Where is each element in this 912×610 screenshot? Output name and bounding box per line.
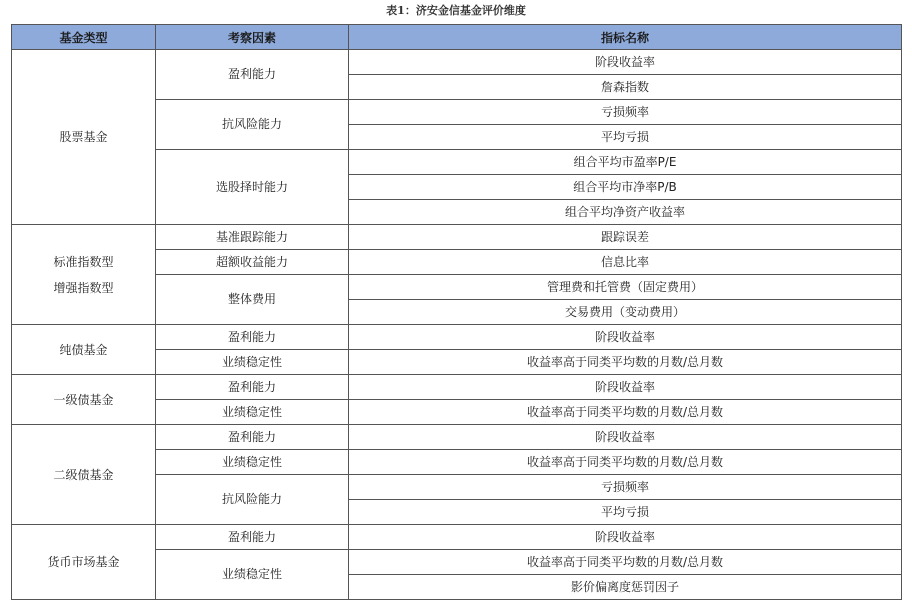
table-row [12, 375, 902, 400]
indicator-cell: 亏损频率 [349, 100, 902, 125]
table-row [12, 50, 902, 75]
factor-cell: 业绩稳定性 [156, 400, 349, 425]
factor-cell: 盈利能力 [156, 525, 349, 550]
factor-cell: 整体费用 [156, 275, 349, 325]
fund-type-label: 二级债基金 [53, 467, 114, 482]
indicator-cell: 阶段收益率 [349, 375, 902, 400]
header-factor: 考察因素 [156, 25, 349, 50]
table-row [12, 425, 902, 450]
indicator-cell: 阶段收益率 [349, 325, 902, 350]
table-caption: 表1：济安金信基金评价维度 [386, 4, 526, 17]
indicator-cell: 跟踪误差 [349, 225, 902, 250]
fund-type-cell [12, 325, 156, 375]
indicator-cell: 组合平均市净率P/B [349, 175, 902, 200]
factor-cell: 选股择时能力 [156, 150, 349, 225]
fund-type-cell [12, 375, 156, 425]
indicator-cell: 收益率高于同类平均数的月数/总月数 [349, 400, 902, 425]
factor-cell: 业绩稳定性 [156, 550, 349, 600]
fund-type-cell [12, 50, 156, 225]
factor-cell: 业绩稳定性 [156, 450, 349, 475]
factor-cell: 超额收益能力 [156, 250, 349, 275]
fund-type-label: 增强指数型 [53, 280, 114, 295]
indicator-cell: 阶段收益率 [349, 50, 902, 75]
factor-cell: 基准跟踪能力 [156, 225, 349, 250]
factor-cell: 盈利能力 [156, 325, 349, 350]
fund-type-cell [12, 425, 156, 525]
table-body [12, 50, 902, 600]
factor-cell: 抗风险能力 [156, 475, 349, 525]
indicator-cell: 管理费和托管费（固定费用） [349, 275, 902, 300]
indicator-cell: 组合平均市盈率P/E [349, 150, 902, 175]
fund-type-label: 一级债基金 [53, 392, 114, 407]
fund-type-cell [12, 525, 156, 600]
indicator-cell: 平均亏损 [349, 500, 902, 525]
indicator-cell: 影价偏离度惩罚因子 [349, 575, 902, 600]
factor-cell: 盈利能力 [156, 375, 349, 400]
fund-type-label: 纯债基金 [59, 342, 108, 357]
indicator-cell: 收益率高于同类平均数的月数/总月数 [349, 450, 902, 475]
indicator-cell: 交易费用（变动费用） [349, 300, 902, 325]
fund-type-cell [12, 225, 156, 325]
factor-cell: 盈利能力 [156, 50, 349, 100]
factor-cell: 业绩稳定性 [156, 350, 349, 375]
table-row [12, 225, 902, 250]
indicator-cell: 收益率高于同类平均数的月数/总月数 [349, 550, 902, 575]
fund-type-label: 货币市场基金 [47, 555, 120, 569]
table-row [12, 525, 902, 550]
table-row [12, 325, 902, 350]
header-row [12, 25, 902, 50]
indicator-cell: 信息比率 [349, 250, 902, 275]
indicator-cell: 组合平均净资产收益率 [349, 200, 902, 225]
indicator-cell: 阶段收益率 [349, 525, 902, 550]
factor-cell: 抗风险能力 [156, 100, 349, 150]
header-indicator: 指标名称 [349, 25, 902, 50]
fund-evaluation-table [11, 24, 902, 600]
indicator-cell: 詹森指数 [349, 75, 902, 100]
header-fund-type: 基金类型 [12, 25, 156, 50]
indicator-cell: 收益率高于同类平均数的月数/总月数 [349, 350, 902, 375]
indicator-cell: 亏损频率 [349, 475, 902, 500]
factor-cell: 盈利能力 [156, 425, 349, 450]
indicator-cell: 平均亏损 [349, 125, 902, 150]
fund-type-label: 标准指数型 [53, 254, 114, 269]
indicator-cell: 阶段收益率 [349, 425, 902, 450]
fund-type-label: 股票基金 [59, 130, 108, 144]
